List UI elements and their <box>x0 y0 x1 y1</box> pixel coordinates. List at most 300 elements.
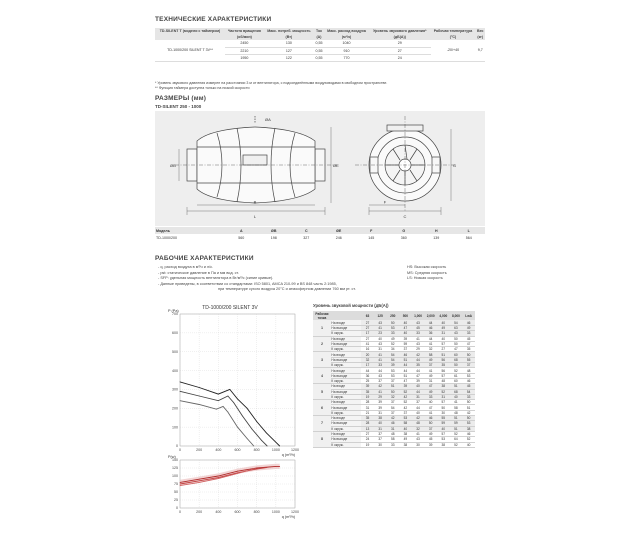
sound-value: 50 <box>387 389 400 394</box>
sound-value: 61 <box>450 373 463 378</box>
sound-header: 4,000 <box>437 311 450 320</box>
spec-unit: (дБ(А)) <box>369 34 430 40</box>
sound-value: 24 <box>361 437 374 442</box>
sound-value: 31 <box>361 405 374 410</box>
sound-value: 47 <box>462 341 475 346</box>
sound-value: 54 <box>387 352 400 357</box>
dim-label-oe: ØE <box>333 163 339 168</box>
spec-cell: 0,55 <box>315 48 323 53</box>
data-point <box>199 479 200 480</box>
dimensions-table <box>155 227 485 241</box>
measurement-label: К окруж. <box>331 410 361 415</box>
sound-value: 31 <box>374 347 387 352</box>
data-point <box>223 406 224 407</box>
sound-value: 46 <box>399 352 412 357</box>
data-point <box>218 476 219 477</box>
sound-value: 46 <box>462 431 475 436</box>
data-point <box>237 473 238 474</box>
spec-cell: 27 <box>369 47 430 54</box>
dim-label-c: C <box>403 214 407 219</box>
dim-cell: 360 <box>400 235 407 240</box>
sound-value: 27 <box>361 336 374 341</box>
data-point <box>233 402 234 403</box>
sound-value: 44 <box>412 405 425 410</box>
spec-cell: 122 <box>264 54 314 61</box>
sound-value: 34 <box>387 347 400 352</box>
sound-value: 36 <box>424 331 437 336</box>
sound-value: 52 <box>399 389 412 394</box>
power-chart <box>168 455 299 519</box>
sound-value: 53 <box>387 325 400 330</box>
sound-value: 40 <box>374 336 387 341</box>
sound-value: 35 <box>361 416 374 421</box>
sound-value: 40 <box>399 426 412 431</box>
x-tick-label: 400 <box>215 448 222 452</box>
sound-value: 48 <box>387 431 400 436</box>
sound-value: 42 <box>412 352 425 357</box>
sound-value: 30 <box>374 442 387 447</box>
dim-label-f: F <box>383 199 387 205</box>
table-row <box>313 442 475 447</box>
sound-value: 47 <box>450 347 463 352</box>
dim-cell: 246 <box>335 235 342 240</box>
spec-header-model: TD-SILENT T (модели с таймером) <box>155 28 225 34</box>
sound-value: 40 <box>450 394 463 399</box>
sound-value: 44 <box>374 368 387 373</box>
sound-value: 58 <box>424 352 437 357</box>
data-point <box>247 438 248 439</box>
spec-unit: (Вт) <box>264 34 314 40</box>
spec-header-weight: Вес <box>476 29 484 33</box>
sound-value: 52 <box>399 400 412 405</box>
sound-header: 2,000 <box>424 311 437 320</box>
sound-value: 46 <box>424 416 437 421</box>
operating-point: 6 <box>313 400 331 416</box>
sound-header: 250 <box>387 311 400 320</box>
sound-value: 41 <box>361 341 374 346</box>
sound-value: 58 <box>387 437 400 442</box>
x-tick-label: 1200 <box>291 510 299 514</box>
data-point <box>275 442 276 443</box>
data-point <box>199 404 200 405</box>
data-point <box>253 469 254 470</box>
sound-value: 55 <box>462 357 475 362</box>
sound-value: 17 <box>361 363 374 368</box>
data-point <box>267 446 268 447</box>
data-point <box>180 484 181 485</box>
spec-cell: 24 <box>369 54 430 61</box>
sound-value: 39 <box>399 336 412 341</box>
measurement-label: На выходе <box>331 421 361 426</box>
dim-header: G <box>388 227 421 234</box>
sound-value: 37 <box>374 437 387 442</box>
x-tick-label: 800 <box>253 448 260 452</box>
spec-unit: (А) <box>314 34 324 40</box>
measurement-label: На выходе <box>331 341 361 346</box>
data-point <box>266 432 267 433</box>
spec-unit: (кг) <box>477 35 484 39</box>
y-tick-label: 0 <box>176 506 178 511</box>
sound-value: 30 <box>412 442 425 447</box>
data-point <box>180 485 181 486</box>
measurement-label: К окруж. <box>331 347 361 352</box>
measurement-label: На входе <box>331 368 361 373</box>
sound-value: 45 <box>462 384 475 389</box>
sound-value: 50 <box>450 363 463 368</box>
spec-cell: 910 <box>324 47 369 54</box>
sound-value: 49 <box>462 325 475 330</box>
sound-value: 37 <box>374 378 387 383</box>
sound-value: 27 <box>361 325 374 330</box>
dim-cell: 560 <box>238 235 245 240</box>
sound-value: 60 <box>450 352 463 357</box>
sound-value: 49 <box>424 373 437 378</box>
dim-label-ob: ØB <box>170 163 176 168</box>
spec-cell: 2210 <box>225 47 264 54</box>
dim-cell: 145 <box>368 235 375 240</box>
dim-header: L <box>453 227 486 234</box>
sound-value: 57 <box>437 431 450 436</box>
sound-value: 50 <box>462 416 475 421</box>
sound-value: 57 <box>437 400 450 405</box>
sound-value: 33 <box>374 363 387 368</box>
sound-header: Рабочая точка <box>313 311 331 320</box>
measurement-label: На входе <box>331 431 361 436</box>
sound-header: 63 <box>361 311 374 320</box>
sound-value: 37 <box>462 363 475 368</box>
sound-header: LwA <box>462 311 475 320</box>
sound-value: 38 <box>437 384 450 389</box>
sound-value: 53 <box>437 437 450 442</box>
y-tick-label: 600 <box>172 331 178 336</box>
sound-value: 49 <box>387 336 400 341</box>
sound-value: 52 <box>387 341 400 346</box>
y-tick-label: 75 <box>174 482 178 487</box>
sound-value: 39 <box>399 384 412 389</box>
measurement-label: На входе <box>331 320 361 325</box>
measurement-label: К окруж. <box>331 363 361 368</box>
sound-value: 28 <box>361 421 374 426</box>
spec-header-temp: Рабочая температура <box>431 28 476 34</box>
spec-header-sound: Уровень звукового давления* <box>369 28 430 34</box>
sound-value: 33 <box>412 331 425 336</box>
data-point <box>242 415 243 416</box>
sound-value: 33 <box>387 442 400 447</box>
sound-value: 50 <box>424 421 437 426</box>
y-tick-label: 300 <box>172 387 178 392</box>
sound-value: 44 <box>424 320 437 325</box>
sound-value: 58 <box>450 405 463 410</box>
sound-value: 58 <box>399 421 412 426</box>
sound-value: 31 <box>387 426 400 431</box>
sound-value: 40 <box>437 336 450 341</box>
sound-value: 28 <box>361 400 374 405</box>
sound-value: 25 <box>361 378 374 383</box>
data-point <box>180 400 181 401</box>
x-tick-label: 200 <box>196 510 203 514</box>
sound-value: 37 <box>424 426 437 431</box>
measurement-label: На входе <box>331 352 361 357</box>
data-point <box>261 440 262 441</box>
spec-unit: (об/мин) <box>225 34 264 40</box>
data-point <box>216 409 217 410</box>
sound-value: 27 <box>437 347 450 352</box>
sound-value: 49 <box>424 431 437 436</box>
sound-value: 40 <box>437 426 450 431</box>
spec-cell: 0,55 <box>315 55 323 60</box>
sound-value: 52 <box>450 442 463 447</box>
sound-value: 53 <box>399 416 412 421</box>
dim-header: H <box>420 227 453 234</box>
spec-cell: 29 <box>369 40 430 47</box>
x-tick-label: 1000 <box>271 510 280 514</box>
sound-value: 41 <box>450 400 463 405</box>
data-point <box>267 467 268 468</box>
spec-weight: 9,7 <box>475 40 485 61</box>
operating-point: 2 <box>313 336 331 352</box>
sound-value: 41 <box>424 410 437 415</box>
sound-value: 40 <box>399 320 412 325</box>
data-point <box>218 477 219 478</box>
sound-value: 52 <box>450 431 463 436</box>
sound-value: 44 <box>399 363 412 368</box>
sound-value: 40 <box>437 320 450 325</box>
sound-value: 45 <box>462 336 475 341</box>
dim-cell: 564 <box>465 235 472 240</box>
spec-unit: (°С) <box>431 34 476 40</box>
sound-value: 47 <box>424 405 437 410</box>
data-point <box>199 396 200 397</box>
section1-title: ТЕХНИЧЕСКИЕ ХАРАКТЕРИСТИКИ <box>155 16 272 23</box>
sound-value: 38 <box>399 442 412 447</box>
measurement-label: На входе <box>331 384 361 389</box>
sound-value: 19 <box>361 442 374 447</box>
legend-hs: HS: Высокая скорость <box>407 265 447 269</box>
legend-ls: LS: Низкая скорость <box>407 276 443 281</box>
measurement-label: На входе <box>331 400 361 405</box>
operating-point: 1 <box>313 320 331 336</box>
sound-value: 68 <box>450 357 463 362</box>
sound-value: 27 <box>361 431 374 436</box>
dim-label-b: B <box>253 199 257 205</box>
sound-value: 37 <box>399 410 412 415</box>
sound-value: 45 <box>424 437 437 442</box>
measurement-label: К окруж. <box>331 378 361 383</box>
sound-value: 16 <box>361 347 374 352</box>
x-tick-label: 0 <box>179 510 181 514</box>
sound-value: 44 <box>412 357 425 362</box>
spec-header-rpm: Частота вращения <box>225 28 264 34</box>
sound-value: 42 <box>399 394 412 399</box>
spec-model-name: TD-1000/200 SILENT T 3V** <box>155 40 225 61</box>
sound-value: 64 <box>450 437 463 442</box>
sound-value: 43 <box>412 341 425 346</box>
sound-value: 50 <box>462 400 475 405</box>
sound-value: 53 <box>387 373 400 378</box>
sound-value: 41 <box>424 368 437 373</box>
measurement-label: На выходе <box>331 357 361 362</box>
sound-value: 40 <box>399 331 412 336</box>
sound-value: 48 <box>450 410 463 415</box>
sound-value: 43 <box>374 320 387 325</box>
sound-value: 42 <box>462 410 475 415</box>
sound-value: 41 <box>412 431 425 436</box>
sound-value: 39 <box>412 378 425 383</box>
sound-value: 46 <box>462 320 475 325</box>
data-point <box>275 466 276 467</box>
measurement-label: К окруж. <box>331 426 361 431</box>
sound-value: 50 <box>450 341 463 346</box>
sound-value: 52 <box>450 368 463 373</box>
sound-value: 38 <box>437 442 450 447</box>
sound-value: 37 <box>424 363 437 368</box>
sound-value: 38 <box>399 431 412 436</box>
x-tick-label: 0 <box>179 448 181 452</box>
sound-title: Уровень звуковой мощности (дБ(А)) <box>313 303 389 308</box>
data-point <box>218 394 219 395</box>
sound-value: 54 <box>387 405 400 410</box>
speed-legend <box>407 265 487 282</box>
sound-value: 49 <box>437 325 450 330</box>
sound-value: 57 <box>437 341 450 346</box>
sound-value: 48 <box>437 378 450 383</box>
sound-value: 37 <box>387 378 400 383</box>
sound-value: 53 <box>462 373 475 378</box>
chart-title: TD-1000/200 SILENT 3V <box>202 305 258 311</box>
sound-value: 39 <box>387 363 400 368</box>
data-point <box>237 427 238 428</box>
x-tick-label: 200 <box>196 448 203 452</box>
dim-cell: 198 <box>270 235 277 240</box>
fan-drawing <box>155 111 485 226</box>
sound-value: 42 <box>387 416 400 421</box>
operating-point: 3 <box>313 352 331 368</box>
spec-cell: 0,55 <box>315 41 323 46</box>
sound-value: 33 <box>462 331 475 336</box>
footnote-timer: ** Функция таймера доступна только на низкой скорости <box>155 86 250 90</box>
sound-value: 50 <box>462 352 475 357</box>
sound-value: 31 <box>374 410 387 415</box>
sound-value: 49 <box>399 437 412 442</box>
section2-title: РАЗМЕРЫ (мм) <box>155 95 207 102</box>
spec-header-current: Ток <box>316 29 322 33</box>
sound-value: 29 <box>412 347 425 352</box>
sound-value: 55 <box>437 416 450 421</box>
sound-value: 59 <box>437 421 450 426</box>
y-axis-label: P (Pa) <box>168 309 179 313</box>
sound-value: 51 <box>462 405 475 410</box>
sound-value: 27 <box>361 320 374 325</box>
y-tick-label: 150 <box>172 458 178 463</box>
x-tick-label: 400 <box>215 510 222 514</box>
sound-value: 32 <box>412 426 425 431</box>
data-point <box>237 471 238 472</box>
sound-value: 32 <box>424 347 437 352</box>
sound-value: 39 <box>374 400 387 405</box>
dim-header: Модель <box>155 227 225 234</box>
measurement-label: На выходе <box>331 405 361 410</box>
spec-cell: 770 <box>324 54 369 61</box>
operating-point: 4 <box>313 368 331 384</box>
sound-value: 35 <box>361 389 374 394</box>
measurement-label: К окруж. <box>331 394 361 399</box>
sound-value: 40 <box>424 400 437 405</box>
sound-value: 54 <box>387 357 400 362</box>
sound-value: 33 <box>387 331 400 336</box>
sound-value: 46 <box>462 378 475 383</box>
sound-value: 31 <box>412 394 425 399</box>
sound-value: 41 <box>374 325 387 330</box>
spec-temp: -20/+40 <box>431 40 476 61</box>
sound-value: 43 <box>412 320 425 325</box>
data-point <box>229 389 230 390</box>
measurement-label: К окруж. <box>331 331 361 336</box>
note-line: - Данные приведены, в соответствии со стандартами: ISO 5801, AMCA 210-99 и BS 848 часть 2:1985, <box>158 281 337 286</box>
sound-value: 51 <box>399 357 412 362</box>
sound-value: 52 <box>437 389 450 394</box>
spec-cell: 127 <box>264 47 314 54</box>
dim-header: ØB <box>258 227 291 234</box>
sound-value: 35 <box>412 363 425 368</box>
sound-value: 63 <box>450 325 463 330</box>
sound-header: 125 <box>374 311 387 320</box>
sound-value: 19 <box>361 394 374 399</box>
sound-value: 59 <box>450 421 463 426</box>
sound-value: 52 <box>462 437 475 442</box>
x-tick-label: 1200 <box>291 448 299 452</box>
sound-value: 45 <box>412 325 425 330</box>
sound-value: 51 <box>387 384 400 389</box>
x-axis-label: q (m³/h) <box>281 453 295 457</box>
sound-value: 47 <box>399 378 412 383</box>
dim-header: C <box>290 227 323 234</box>
performance-notes <box>158 265 398 293</box>
sound-value: 53 <box>387 368 400 373</box>
sound-value: 49 <box>424 389 437 394</box>
sound-value: 41 <box>424 341 437 346</box>
data-point <box>228 412 229 413</box>
sound-value: 37 <box>387 400 400 405</box>
performance-charts <box>155 300 305 524</box>
spec-table <box>155 28 485 62</box>
footnote-sound: * Уровень звукового давления измерен на расстоянии 3 м от вентилятора, с подсоединёнными воздуховодами в свободном пространстве. <box>155 81 388 85</box>
sound-value: 50 <box>387 320 400 325</box>
sound-value: 32 <box>387 394 400 399</box>
y-tick-label: 400 <box>172 368 178 373</box>
data-point <box>180 391 181 392</box>
dim-label-g: G <box>453 163 457 168</box>
sound-value: 21 <box>361 410 374 415</box>
y-tick-label: 100 <box>172 425 178 430</box>
data-point <box>180 381 181 382</box>
x-tick-label: 600 <box>234 448 241 452</box>
sound-value: 40 <box>374 421 387 426</box>
x-tick-label: 800 <box>253 510 260 514</box>
sound-value: 51 <box>437 352 450 357</box>
sound-header: 1,000 <box>412 311 425 320</box>
sound-value: 37 <box>399 347 412 352</box>
sound-value: 51 <box>399 373 412 378</box>
spec-header-airflow: Макс. расход воздуха <box>324 28 369 34</box>
sound-value: 51 <box>450 426 463 431</box>
sound-value: 41 <box>374 357 387 362</box>
sound-value: 42 <box>374 384 387 389</box>
data-point <box>199 480 200 481</box>
data-point <box>247 408 248 409</box>
sound-value: 20 <box>361 352 374 357</box>
data-point <box>180 482 181 483</box>
spec-unit: (м³/ч) <box>324 34 369 40</box>
